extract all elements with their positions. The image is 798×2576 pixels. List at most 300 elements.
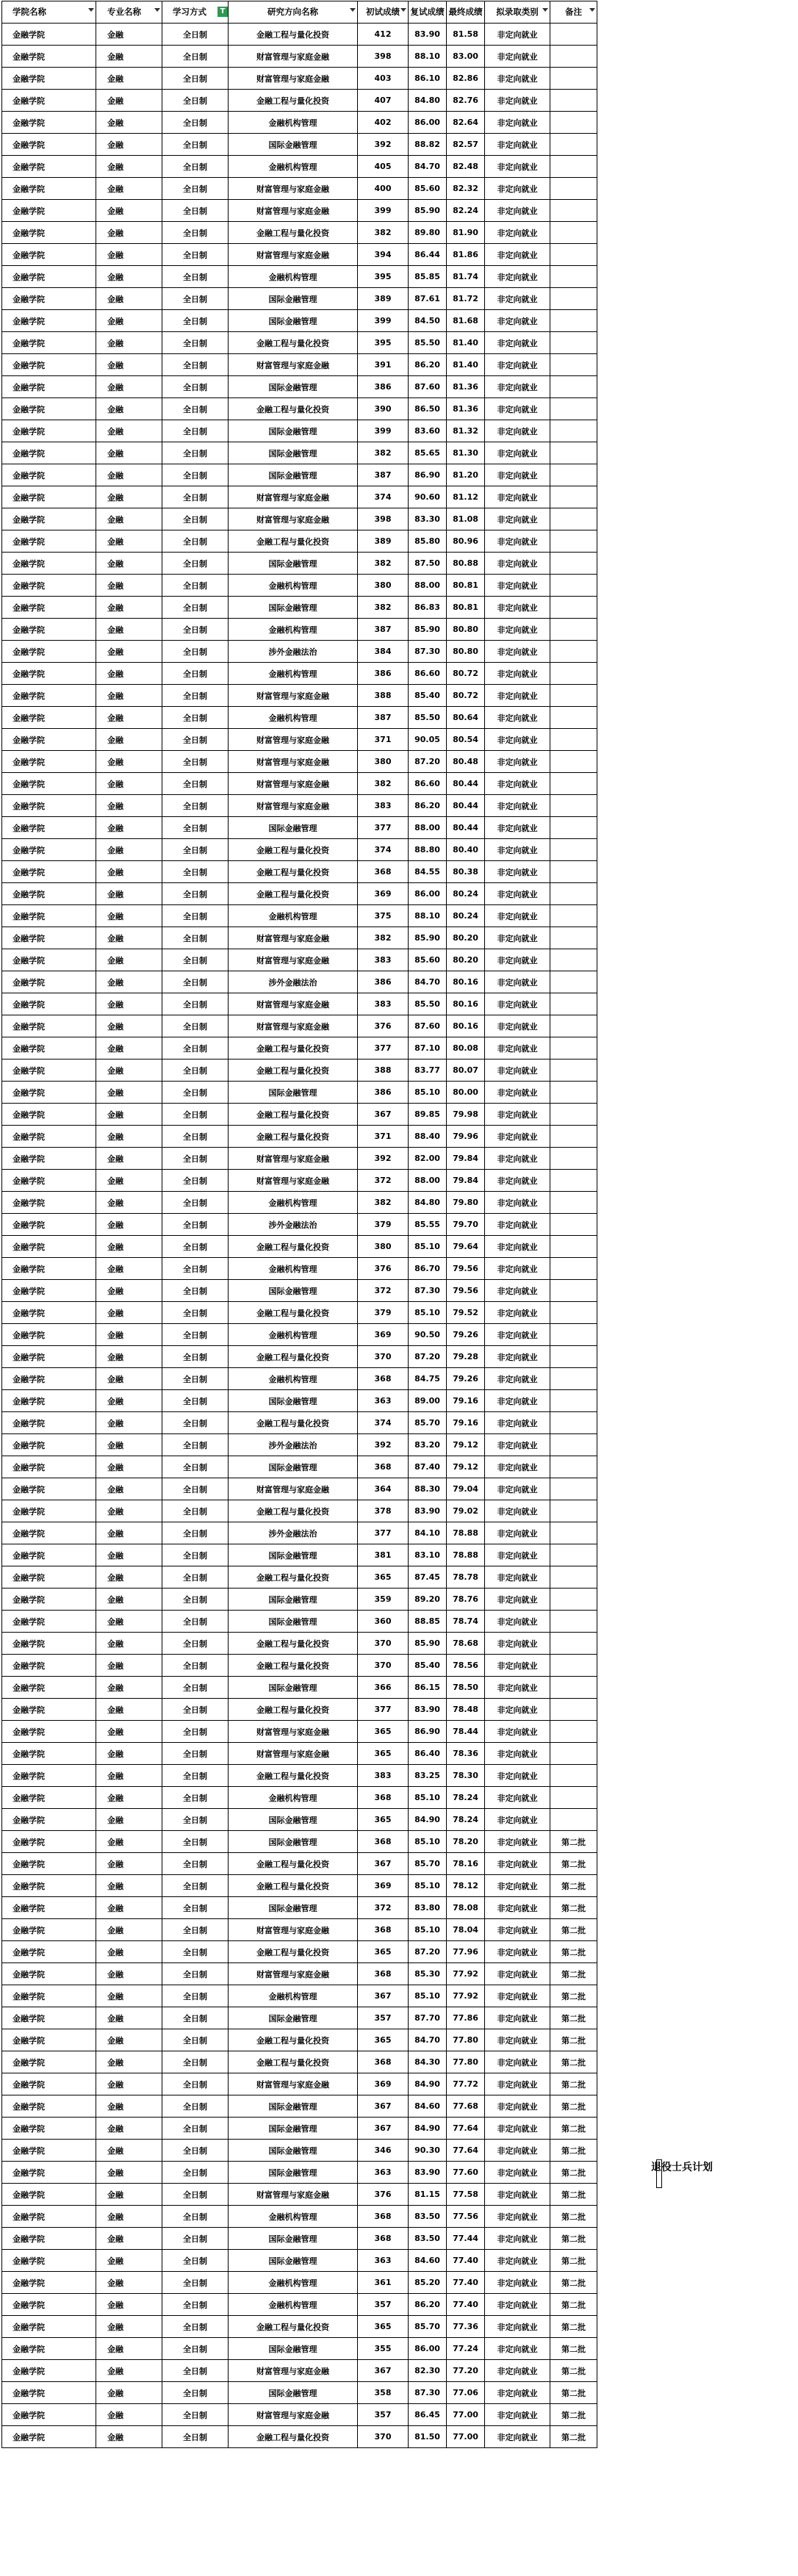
cell-remark[interactable]	[550, 222, 597, 244]
cell-major[interactable]: 金融	[96, 178, 162, 200]
cell-retest-score[interactable]: 88.80	[409, 839, 447, 861]
cell-remark[interactable]	[550, 1589, 597, 1611]
cell-major[interactable]: 金融	[96, 1280, 162, 1302]
cell-remark[interactable]	[550, 1170, 597, 1192]
cell-initial-score[interactable]: 375	[358, 905, 409, 927]
cell-admission-category[interactable]: 非定向就业	[485, 420, 550, 442]
cell-research-direction[interactable]: 财富管理与家庭金融	[229, 1478, 358, 1500]
cell-remark[interactable]	[550, 68, 597, 90]
cell-college[interactable]: 金融学院	[2, 376, 96, 398]
cell-college[interactable]: 金融学院	[2, 1831, 96, 1853]
cell-initial-score[interactable]: 367	[358, 2118, 409, 2140]
cell-admission-category[interactable]: 非定向就业	[485, 2140, 550, 2162]
cell-final-score[interactable]: 77.06	[447, 2382, 485, 2404]
cell-retest-score[interactable]: 86.90	[409, 464, 447, 486]
cell-study-mode[interactable]: 全日制	[162, 1434, 229, 1456]
cell-retest-score[interactable]: 83.80	[409, 1897, 447, 1919]
cell-admission-category[interactable]: 非定向就业	[485, 112, 550, 134]
cell-initial-score[interactable]: 365	[358, 1566, 409, 1589]
cell-study-mode[interactable]: 全日制	[162, 1170, 229, 1192]
cell-retest-score[interactable]: 87.20	[409, 751, 447, 773]
cell-remark[interactable]	[550, 575, 597, 597]
cell-remark[interactable]	[550, 663, 597, 685]
cell-major[interactable]: 金融	[96, 1037, 162, 1059]
cell-initial-score[interactable]: 379	[358, 1214, 409, 1236]
cell-remark[interactable]: 第二批	[550, 2184, 597, 2206]
cell-college[interactable]: 金融学院	[2, 575, 96, 597]
cell-study-mode[interactable]: 全日制	[162, 2338, 229, 2360]
cell-retest-score[interactable]: 88.40	[409, 1126, 447, 1148]
cell-remark[interactable]	[550, 927, 597, 949]
cell-college[interactable]: 金融学院	[2, 993, 96, 1015]
cell-study-mode[interactable]: 全日制	[162, 773, 229, 795]
cell-college[interactable]: 金融学院	[2, 1544, 96, 1566]
cell-final-score[interactable]: 77.68	[447, 2095, 485, 2118]
cell-remark[interactable]	[550, 1368, 597, 1390]
cell-initial-score[interactable]: 388	[358, 685, 409, 707]
cell-study-mode[interactable]: 全日制	[162, 1831, 229, 1853]
cell-study-mode[interactable]: 全日制	[162, 1324, 229, 1346]
cell-final-score[interactable]: 77.24	[447, 2338, 485, 2360]
cell-retest-score[interactable]: 85.70	[409, 2316, 447, 2338]
cell-major[interactable]: 金融	[96, 1456, 162, 1478]
cell-study-mode[interactable]: 全日制	[162, 641, 229, 663]
cell-college[interactable]: 金融学院	[2, 354, 96, 376]
cell-retest-score[interactable]: 90.05	[409, 729, 447, 751]
cell-college[interactable]: 金融学院	[2, 2162, 96, 2184]
cell-research-direction[interactable]: 金融工程与量化投资	[229, 1633, 358, 1655]
cell-college[interactable]: 金融学院	[2, 1941, 96, 1963]
cell-research-direction[interactable]: 金融机构管理	[229, 1324, 358, 1346]
cell-remark[interactable]	[550, 1809, 597, 1831]
cell-admission-category[interactable]: 非定向就业	[485, 839, 550, 861]
cell-retest-score[interactable]: 87.30	[409, 2382, 447, 2404]
cell-remark[interactable]: 第二批	[550, 2426, 597, 2448]
cell-final-score[interactable]: 80.24	[447, 883, 485, 905]
cell-college[interactable]: 金融学院	[2, 464, 96, 486]
cell-retest-score[interactable]: 83.90	[409, 1699, 447, 1721]
cell-research-direction[interactable]: 财富管理与家庭金融	[229, 993, 358, 1015]
cell-retest-score[interactable]: 83.50	[409, 2228, 447, 2250]
cell-study-mode[interactable]: 全日制	[162, 575, 229, 597]
cell-retest-score[interactable]: 88.00	[409, 817, 447, 839]
cell-admission-category[interactable]: 非定向就业	[485, 2162, 550, 2184]
cell-remark[interactable]	[550, 266, 597, 288]
cell-retest-score[interactable]: 87.10	[409, 1037, 447, 1059]
cell-major[interactable]: 金融	[96, 1699, 162, 1721]
cell-major[interactable]: 金融	[96, 2073, 162, 2095]
cell-remark[interactable]	[550, 641, 597, 663]
cell-study-mode[interactable]: 全日制	[162, 2184, 229, 2206]
cell-initial-score[interactable]: 377	[358, 1699, 409, 1721]
cell-admission-category[interactable]: 非定向就业	[485, 354, 550, 376]
cell-retest-score[interactable]: 85.90	[409, 927, 447, 949]
cell-retest-score[interactable]: 89.85	[409, 1104, 447, 1126]
cell-remark[interactable]	[550, 707, 597, 729]
cell-remark[interactable]	[550, 817, 597, 839]
cell-remark[interactable]	[550, 288, 597, 310]
cell-admission-category[interactable]: 非定向就业	[485, 1346, 550, 1368]
cell-admission-category[interactable]: 非定向就业	[485, 1544, 550, 1566]
cell-final-score[interactable]: 79.12	[447, 1434, 485, 1456]
cell-research-direction[interactable]: 涉外金融法治	[229, 971, 358, 993]
cell-college[interactable]: 金融学院	[2, 927, 96, 949]
cell-research-direction[interactable]: 金融机构管理	[229, 2294, 358, 2316]
cell-research-direction[interactable]: 国际金融管理	[229, 1831, 358, 1853]
cell-research-direction[interactable]: 金融机构管理	[229, 707, 358, 729]
cell-retest-score[interactable]: 84.80	[409, 1192, 447, 1214]
cell-initial-score[interactable]: 371	[358, 1126, 409, 1148]
cell-admission-category[interactable]: 非定向就业	[485, 46, 550, 68]
cell-research-direction[interactable]: 财富管理与家庭金融	[229, 751, 358, 773]
cell-study-mode[interactable]: 全日制	[162, 1346, 229, 1368]
cell-initial-score[interactable]: 346	[358, 2140, 409, 2162]
cell-research-direction[interactable]: 金融机构管理	[229, 905, 358, 927]
cell-major[interactable]: 金融	[96, 310, 162, 332]
cell-study-mode[interactable]: 全日制	[162, 2426, 229, 2448]
cell-college[interactable]: 金融学院	[2, 1963, 96, 1985]
cell-final-score[interactable]: 81.20	[447, 464, 485, 486]
cell-initial-score[interactable]: 392	[358, 1148, 409, 1170]
cell-college[interactable]: 金融学院	[2, 2404, 96, 2426]
cell-remark[interactable]: 第二批	[550, 2360, 597, 2382]
cell-study-mode[interactable]: 全日制	[162, 2140, 229, 2162]
cell-college[interactable]: 金融学院	[2, 2206, 96, 2228]
cell-retest-score[interactable]: 86.10	[409, 68, 447, 90]
cell-research-direction[interactable]: 金融工程与量化投资	[229, 1059, 358, 1082]
cell-major[interactable]: 金融	[96, 244, 162, 266]
cell-admission-category[interactable]: 非定向就业	[485, 1677, 550, 1699]
cell-research-direction[interactable]: 金融机构管理	[229, 1258, 358, 1280]
cell-remark[interactable]	[550, 1280, 597, 1302]
cell-major[interactable]: 金融	[96, 1963, 162, 1985]
cell-college[interactable]: 金融学院	[2, 1258, 96, 1280]
cell-college[interactable]: 金融学院	[2, 1015, 96, 1037]
cell-college[interactable]: 金融学院	[2, 2029, 96, 2051]
cell-final-score[interactable]: 78.24	[447, 1809, 485, 1831]
cell-admission-category[interactable]: 非定向就业	[485, 2007, 550, 2029]
cell-initial-score[interactable]: 399	[358, 310, 409, 332]
cell-final-score[interactable]: 80.72	[447, 685, 485, 707]
cell-college[interactable]: 金融学院	[2, 1589, 96, 1611]
cell-remark[interactable]	[550, 1456, 597, 1478]
cell-study-mode[interactable]: 全日制	[162, 1214, 229, 1236]
cell-research-direction[interactable]: 财富管理与家庭金融	[229, 508, 358, 530]
cell-study-mode[interactable]: 全日制	[162, 927, 229, 949]
cell-study-mode[interactable]: 全日制	[162, 200, 229, 222]
cell-study-mode[interactable]: 全日制	[162, 2250, 229, 2272]
cell-initial-score[interactable]: 387	[358, 619, 409, 641]
cell-major[interactable]: 金融	[96, 1787, 162, 1809]
cell-college[interactable]: 金融学院	[2, 200, 96, 222]
cell-research-direction[interactable]: 国际金融管理	[229, 2140, 358, 2162]
cell-admission-category[interactable]: 非定向就业	[485, 1831, 550, 1853]
cell-final-score[interactable]: 79.28	[447, 1346, 485, 1368]
cell-research-direction[interactable]: 国际金融管理	[229, 1280, 358, 1302]
cell-retest-score[interactable]: 84.70	[409, 971, 447, 993]
cell-retest-score[interactable]: 86.00	[409, 2338, 447, 2360]
cell-final-score[interactable]: 81.40	[447, 332, 485, 354]
cell-research-direction[interactable]: 金融工程与量化投资	[229, 332, 358, 354]
cell-remark[interactable]	[550, 24, 597, 46]
cell-study-mode[interactable]: 全日制	[162, 310, 229, 332]
cell-research-direction[interactable]: 涉外金融法治	[229, 641, 358, 663]
cell-research-direction[interactable]: 国际金融管理	[229, 464, 358, 486]
cell-remark[interactable]	[550, 1544, 597, 1566]
cell-remark[interactable]	[550, 1721, 597, 1743]
cell-admission-category[interactable]: 非定向就业	[485, 1633, 550, 1655]
cell-final-score[interactable]: 78.36	[447, 1743, 485, 1765]
cell-retest-score[interactable]: 87.45	[409, 1566, 447, 1589]
cell-study-mode[interactable]: 全日制	[162, 266, 229, 288]
cell-initial-score[interactable]: 369	[358, 883, 409, 905]
cell-research-direction[interactable]: 金融工程与量化投资	[229, 222, 358, 244]
cell-research-direction[interactable]: 金融工程与量化投资	[229, 1853, 358, 1875]
cell-college[interactable]: 金融学院	[2, 1148, 96, 1170]
cell-major[interactable]: 金融	[96, 222, 162, 244]
cell-remark[interactable]	[550, 1059, 597, 1082]
cell-research-direction[interactable]: 金融工程与量化投资	[229, 2426, 358, 2448]
cell-initial-score[interactable]: 389	[358, 530, 409, 553]
cell-college[interactable]: 金融学院	[2, 1500, 96, 1522]
cell-admission-category[interactable]: 非定向就业	[485, 1655, 550, 1677]
cell-research-direction[interactable]: 国际金融管理	[229, 1611, 358, 1633]
cell-initial-score[interactable]: 370	[358, 2426, 409, 2448]
cell-research-direction[interactable]: 金融工程与量化投资	[229, 1346, 358, 1368]
cell-college[interactable]: 金融学院	[2, 1787, 96, 1809]
cell-retest-score[interactable]: 85.50	[409, 332, 447, 354]
cell-college[interactable]: 金融学院	[2, 1919, 96, 1941]
cell-major[interactable]: 金融	[96, 2338, 162, 2360]
cell-study-mode[interactable]: 全日制	[162, 1853, 229, 1875]
cell-retest-score[interactable]: 86.00	[409, 112, 447, 134]
cell-final-score[interactable]: 79.04	[447, 1478, 485, 1500]
cell-major[interactable]: 金融	[96, 663, 162, 685]
cell-study-mode[interactable]: 全日制	[162, 553, 229, 575]
cell-remark[interactable]	[550, 751, 597, 773]
cell-research-direction[interactable]: 涉外金融法治	[229, 1522, 358, 1544]
cell-research-direction[interactable]: 金融机构管理	[229, 1192, 358, 1214]
cell-retest-score[interactable]: 84.90	[409, 2073, 447, 2095]
cell-initial-score[interactable]: 403	[358, 68, 409, 90]
cell-initial-score[interactable]: 365	[358, 2316, 409, 2338]
cell-initial-score[interactable]: 381	[358, 1544, 409, 1566]
cell-admission-category[interactable]: 非定向就业	[485, 2095, 550, 2118]
cell-research-direction[interactable]: 金融工程与量化投资	[229, 2029, 358, 2051]
cell-retest-score[interactable]: 87.60	[409, 376, 447, 398]
cell-remark[interactable]	[550, 1478, 597, 1500]
cell-initial-score[interactable]: 366	[358, 1677, 409, 1699]
cell-initial-score[interactable]: 386	[358, 376, 409, 398]
cell-major[interactable]: 金融	[96, 2118, 162, 2140]
cell-major[interactable]: 金融	[96, 2029, 162, 2051]
cell-final-score[interactable]: 78.30	[447, 1765, 485, 1787]
cell-remark[interactable]: 第二批	[550, 1875, 597, 1897]
cell-retest-score[interactable]: 85.65	[409, 442, 447, 464]
cell-college[interactable]: 金融学院	[2, 2073, 96, 2095]
cell-major[interactable]: 金融	[96, 1015, 162, 1037]
cell-major[interactable]: 金融	[96, 2426, 162, 2448]
cell-major[interactable]: 金融	[96, 1875, 162, 1897]
cell-study-mode[interactable]: 全日制	[162, 1787, 229, 1809]
cell-major[interactable]: 金融	[96, 2228, 162, 2250]
cell-college[interactable]: 金融学院	[2, 68, 96, 90]
cell-final-score[interactable]: 79.16	[447, 1412, 485, 1434]
cell-initial-score[interactable]: 365	[358, 2029, 409, 2051]
cell-major[interactable]: 金融	[96, 46, 162, 68]
cell-research-direction[interactable]: 财富管理与家庭金融	[229, 1919, 358, 1941]
cell-remark[interactable]: 第二批	[550, 1831, 597, 1853]
cell-research-direction[interactable]: 财富管理与家庭金融	[229, 2073, 358, 2095]
cell-major[interactable]: 金融	[96, 685, 162, 707]
cell-admission-category[interactable]: 非定向就业	[485, 486, 550, 508]
cell-admission-category[interactable]: 非定向就业	[485, 2073, 550, 2095]
cell-admission-category[interactable]: 非定向就业	[485, 1853, 550, 1875]
cell-admission-category[interactable]: 非定向就业	[485, 2051, 550, 2073]
cell-initial-score[interactable]: 382	[358, 442, 409, 464]
cell-research-direction[interactable]: 金融工程与量化投资	[229, 1126, 358, 1148]
cell-remark[interactable]: 第二批	[550, 2404, 597, 2426]
cell-study-mode[interactable]: 全日制	[162, 1192, 229, 1214]
cell-final-score[interactable]: 80.80	[447, 619, 485, 641]
cell-research-direction[interactable]: 财富管理与家庭金融	[229, 68, 358, 90]
cell-final-score[interactable]: 80.80	[447, 641, 485, 663]
cell-college[interactable]: 金融学院	[2, 663, 96, 685]
cell-initial-score[interactable]: 386	[358, 663, 409, 685]
cell-retest-score[interactable]: 88.00	[409, 1170, 447, 1192]
cell-admission-category[interactable]: 非定向就业	[485, 927, 550, 949]
cell-final-score[interactable]: 77.40	[447, 2250, 485, 2272]
cell-admission-category[interactable]: 非定向就业	[485, 222, 550, 244]
cell-college[interactable]: 金融学院	[2, 597, 96, 619]
cell-research-direction[interactable]: 国际金融管理	[229, 2007, 358, 2029]
cell-final-score[interactable]: 80.07	[447, 1059, 485, 1082]
cell-initial-score[interactable]: 365	[358, 1941, 409, 1963]
cell-study-mode[interactable]: 全日制	[162, 993, 229, 1015]
cell-major[interactable]: 金融	[96, 575, 162, 597]
cell-final-score[interactable]: 77.20	[447, 2360, 485, 2382]
cell-study-mode[interactable]: 全日制	[162, 1589, 229, 1611]
cell-retest-score[interactable]: 86.20	[409, 2294, 447, 2316]
cell-remark[interactable]	[550, 530, 597, 553]
cell-research-direction[interactable]: 财富管理与家庭金融	[229, 949, 358, 971]
cell-research-direction[interactable]: 金融机构管理	[229, 2272, 358, 2294]
cell-study-mode[interactable]: 全日制	[162, 1699, 229, 1721]
cell-research-direction[interactable]: 国际金融管理	[229, 1897, 358, 1919]
cell-research-direction[interactable]: 国际金融管理	[229, 2095, 358, 2118]
cell-research-direction[interactable]: 国际金融管理	[229, 1677, 358, 1699]
cell-initial-score[interactable]: 398	[358, 46, 409, 68]
cell-retest-score[interactable]: 90.30	[409, 2140, 447, 2162]
cell-remark[interactable]	[550, 332, 597, 354]
cell-remark[interactable]	[550, 1677, 597, 1699]
cell-major[interactable]: 金融	[96, 1170, 162, 1192]
cell-major[interactable]: 金融	[96, 927, 162, 949]
cell-initial-score[interactable]: 368	[358, 2228, 409, 2250]
cell-college[interactable]: 金融学院	[2, 332, 96, 354]
cell-remark[interactable]	[550, 1258, 597, 1280]
cell-retest-score[interactable]: 84.90	[409, 1809, 447, 1831]
cell-final-score[interactable]: 82.57	[447, 134, 485, 156]
cell-initial-score[interactable]: 357	[358, 2404, 409, 2426]
cell-retest-score[interactable]: 88.00	[409, 575, 447, 597]
cell-remark[interactable]	[550, 112, 597, 134]
cell-study-mode[interactable]: 全日制	[162, 1743, 229, 1765]
cell-final-score[interactable]: 80.00	[447, 1082, 485, 1104]
cell-final-score[interactable]: 81.58	[447, 24, 485, 46]
cell-college[interactable]: 金融学院	[2, 1721, 96, 1743]
cell-research-direction[interactable]: 金融工程与量化投资	[229, 530, 358, 553]
cell-retest-score[interactable]: 86.90	[409, 1721, 447, 1743]
cell-initial-score[interactable]: 357	[358, 2294, 409, 2316]
cell-major[interactable]: 金融	[96, 1346, 162, 1368]
cell-research-direction[interactable]: 金融工程与量化投资	[229, 1236, 358, 1258]
cell-final-score[interactable]: 78.16	[447, 1853, 485, 1875]
cell-retest-score[interactable]: 85.70	[409, 1853, 447, 1875]
cell-study-mode[interactable]: 全日制	[162, 24, 229, 46]
cell-study-mode[interactable]: 全日制	[162, 1390, 229, 1412]
cell-final-score[interactable]: 80.38	[447, 861, 485, 883]
cell-admission-category[interactable]: 非定向就业	[485, 817, 550, 839]
cell-study-mode[interactable]: 全日制	[162, 2404, 229, 2426]
cell-college[interactable]: 金融学院	[2, 1324, 96, 1346]
cell-remark[interactable]	[550, 508, 597, 530]
cell-remark[interactable]: 第二批	[550, 2206, 597, 2228]
cell-final-score[interactable]: 80.24	[447, 905, 485, 927]
cell-major[interactable]: 金融	[96, 486, 162, 508]
cell-initial-score[interactable]: 372	[358, 1170, 409, 1192]
cell-study-mode[interactable]: 全日制	[162, 486, 229, 508]
cell-remark[interactable]	[550, 729, 597, 751]
cell-retest-score[interactable]: 86.40	[409, 1743, 447, 1765]
cell-college[interactable]: 金融学院	[2, 266, 96, 288]
cell-admission-category[interactable]: 非定向就业	[485, 1743, 550, 1765]
cell-retest-score[interactable]: 88.10	[409, 905, 447, 927]
cell-retest-score[interactable]: 85.70	[409, 1412, 447, 1434]
cell-initial-score[interactable]: 377	[358, 1522, 409, 1544]
cell-admission-category[interactable]: 非定向就业	[485, 1412, 550, 1434]
cell-final-score[interactable]: 77.96	[447, 1941, 485, 1963]
cell-final-score[interactable]: 77.00	[447, 2404, 485, 2426]
cell-study-mode[interactable]: 全日制	[162, 905, 229, 927]
cell-remark[interactable]: 第二批	[550, 2316, 597, 2338]
cell-research-direction[interactable]: 金融工程与量化投资	[229, 1875, 358, 1897]
cell-retest-score[interactable]: 87.61	[409, 288, 447, 310]
cell-college[interactable]: 金融学院	[2, 1743, 96, 1765]
cell-retest-score[interactable]: 81.15	[409, 2184, 447, 2206]
cell-retest-score[interactable]: 87.50	[409, 553, 447, 575]
cell-study-mode[interactable]: 全日制	[162, 2272, 229, 2294]
cell-final-score[interactable]: 78.20	[447, 1831, 485, 1853]
cell-remark[interactable]	[550, 1192, 597, 1214]
cell-retest-score[interactable]: 85.60	[409, 949, 447, 971]
cell-admission-category[interactable]: 非定向就业	[485, 949, 550, 971]
cell-remark[interactable]	[550, 1699, 597, 1721]
cell-college[interactable]: 金融学院	[2, 2140, 96, 2162]
cell-final-score[interactable]: 78.74	[447, 1611, 485, 1633]
cell-college[interactable]: 金融学院	[2, 1765, 96, 1787]
cell-admission-category[interactable]: 非定向就业	[485, 1456, 550, 1478]
cell-admission-category[interactable]: 非定向就业	[485, 68, 550, 90]
cell-admission-category[interactable]: 非定向就业	[485, 663, 550, 685]
cell-remark[interactable]: 第二批	[550, 1963, 597, 1985]
filter-dropdown-icon[interactable]	[439, 8, 445, 12]
cell-admission-category[interactable]: 非定向就业	[485, 1809, 550, 1831]
cell-study-mode[interactable]: 全日制	[162, 1412, 229, 1434]
cell-college[interactable]: 金融学院	[2, 2250, 96, 2272]
cell-initial-score[interactable]: 368	[358, 1456, 409, 1478]
cell-admission-category[interactable]: 非定向就业	[485, 553, 550, 575]
